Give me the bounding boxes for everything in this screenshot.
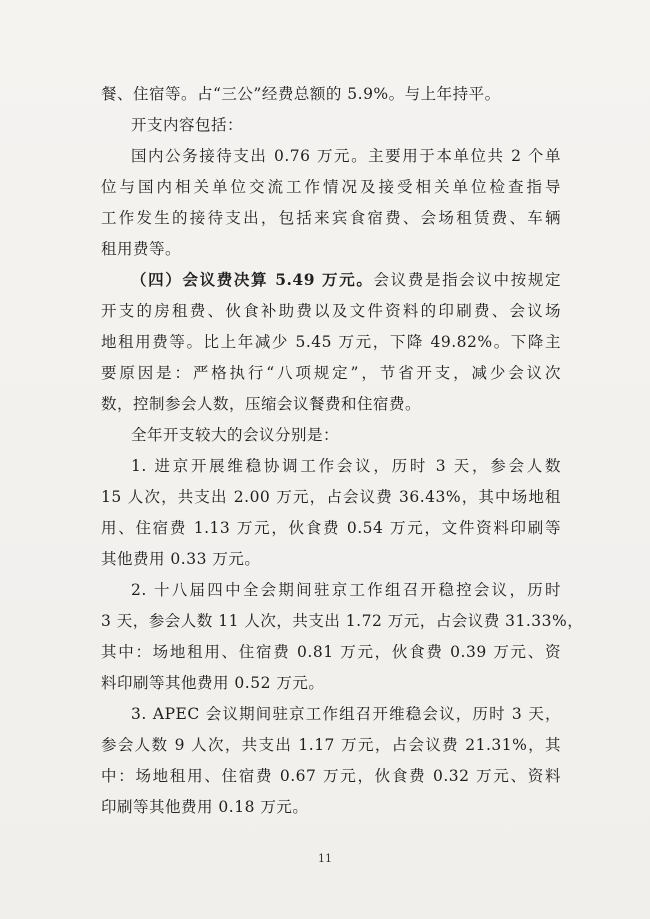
line-text: 开支内容包括：: [131, 116, 244, 134]
text-line: [101, 82, 561, 113]
text-line: [101, 206, 561, 237]
text-line: [101, 764, 561, 795]
text-line: [101, 516, 561, 547]
text-line: [101, 330, 561, 361]
text-line: [101, 640, 561, 671]
line-text: 3 天，参会人数 11 人次，共支出 1.72 万元，占会议费 31.33%，: [101, 612, 584, 630]
line-text: 工作发生的接待支出，包括来宾食宿费、会场租赁费、车辆: [101, 209, 561, 227]
section-heading: （四）会议费决算 5.49 万元。: [131, 270, 374, 289]
line-text: 中：场地租用、住宿费 0.67 万元，伙食费 0.32 万元、资料: [101, 767, 561, 785]
text-line: [101, 485, 561, 516]
line-text: 3. APEC 会议期间驻京工作组召开维稳会议，历时 3 天，: [131, 705, 561, 723]
text-line: [101, 237, 561, 268]
page-number: 11: [318, 852, 332, 865]
text-line: [101, 423, 561, 454]
line-text: 参会人数 9 人次，共支出 1.17 万元，占会议费 21.31%，其: [101, 736, 561, 754]
text-line: [101, 547, 561, 578]
text-line: [101, 702, 561, 733]
line-text: 2. 十八届四中全会期间驻京工作组召开稳控会议，历时: [131, 581, 561, 599]
line-text: 数，控制参会人数，压缩会议餐费和住宿费。: [101, 395, 422, 413]
document-body: [101, 82, 584, 826]
text-line: [101, 113, 561, 144]
line-text: 1. 进京开展维稳协调工作会议，历时 3 天，参会人数: [131, 457, 561, 475]
line-text: 要原因是：严格执行“八项规定”，节省开支，减少会议次: [101, 364, 561, 382]
line-text: 料印刷等其他费用 0.52 万元。: [101, 674, 325, 692]
text-line: [101, 454, 561, 485]
line-text: 用、住宿费 1.13 万元，伙食费 0.54 万元，文件资料印刷等: [101, 519, 561, 537]
text-line: [101, 609, 584, 640]
text-line: [101, 733, 561, 764]
line-text: 其中：场地租用、住宿费 0.81 万元，伙食费 0.39 万元、资: [101, 643, 561, 661]
text-line: [101, 392, 561, 423]
line-text: 租用费等。: [101, 240, 182, 258]
text-line: [101, 671, 561, 702]
text-line: [101, 795, 561, 826]
line-text: 全年开支较大的会议分别是：: [131, 426, 340, 444]
line-text: 地租用费等。比上年减少 5.45 万元，下降 49.82%。下降主: [101, 333, 561, 351]
text-line: [101, 299, 561, 330]
line-text: 位与国内相关单位交流工作情况及接受相关单位检查指导: [101, 178, 561, 196]
line-text: 15 人次，共支出 2.00 万元，占会议费 36.43%，其中场地租: [101, 488, 561, 506]
text-line: [101, 268, 561, 299]
text-line: [101, 361, 561, 392]
text-line: [101, 578, 561, 609]
line-text: 会议费是指会议中按规定: [373, 271, 561, 289]
text-line: [101, 144, 561, 175]
line-text: 其他费用 0.33 万元。: [101, 550, 261, 568]
text-line: [101, 175, 561, 206]
line-text: 国内公务接待支出 0.76 万元。主要用于本单位共 2 个单: [131, 147, 561, 165]
line-text: 印刷等其他费用 0.18 万元。: [101, 798, 309, 816]
line-text: 开支的房租费、伙食补助费以及文件资料的印刷费、会议场: [101, 302, 561, 320]
line-text: 餐、住宿等。占“三公”经费总额的 5.9%。与上年持平。: [101, 85, 501, 103]
